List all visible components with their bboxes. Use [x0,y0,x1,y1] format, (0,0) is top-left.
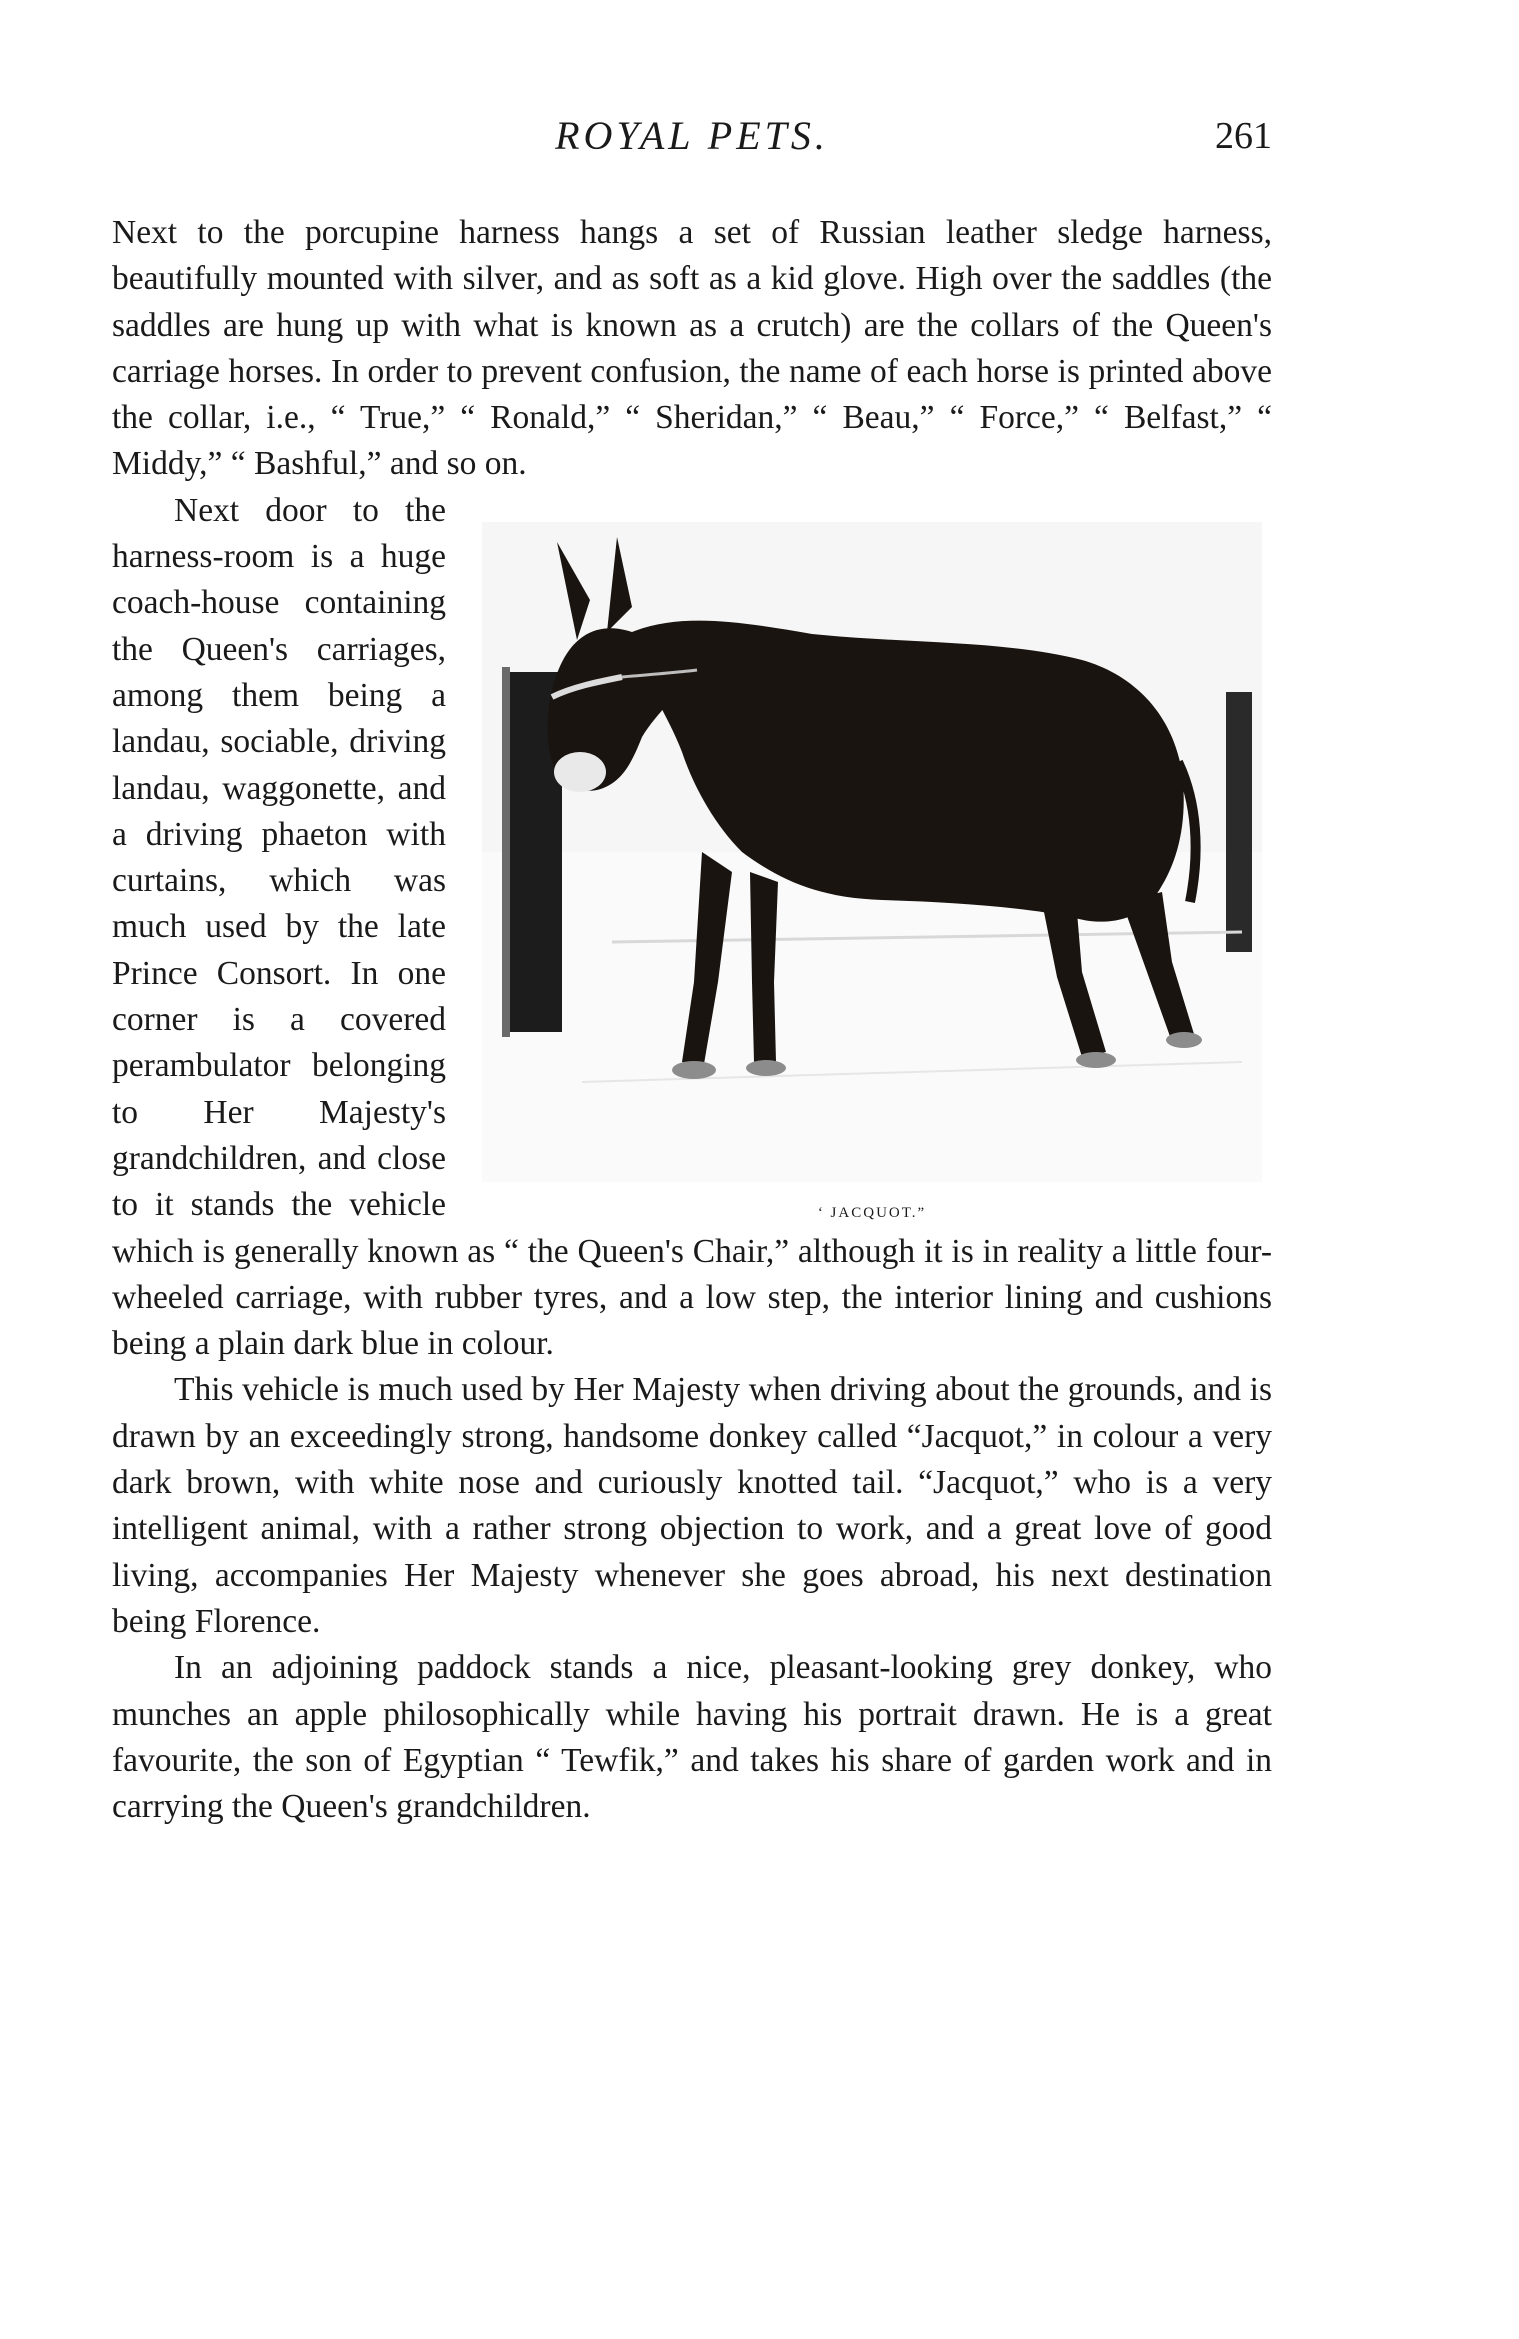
donkey-figure [472,494,1272,1228]
paragraph-grey-donkey: In an adjoining paddock stands a nice, pleasant-looking grey donkey, who munches an apple philosophically while having his portrait drawn. He is a great favourite, the son of Egyptian “ Tewfik,” and takes his share of garden work and in carrying the Queen's grandchildren. [112,1649,1272,1826]
figure-caption: ‘ JACQUOT.” [817,1204,927,1221]
paragraph-harness: Next to the porcupine harness hangs a set of Russian leather sledge harness, beautifully mounted with silver, and as soft as a kid glove. High over the saddles (the saddles are hung up with what is known as a crutch) are the collars of the Queen's carriage horses. In order to prevent confusion, the name of each horse is printed above the collar, i.e., “ True,” “ Ronald,” “ Sheridan,” “ Beau,” “ Force,” “ Belfast,” “ Middy,” “ Bashful,” and so on. [112,214,1272,483]
page-number: 261 [1215,115,1272,157]
donkey-illustration [482,522,1262,1182]
body-text [112,210,1272,1830]
donkey-photo [482,522,1262,1182]
paragraph-jacquot: This vehicle is much used by Her Majesty when driving about the grounds, and is drawn by an exceedingly strong, handsome donkey called “Jacquot,” in colour a very dark brown, with white nose and curiously knotted tail. “Jacquot,” who is a very intelligent animal, with a rather strong objection to work, and a great love of good living, accompanies Her Majesty whenever she goes abroad, his next destination being Florence. [112,1371,1272,1640]
paragraph-coach-house: Next door to the harness-room is a huge coach-house containing the Queen's carriages, among them being a landau, sociable, driving landau, waggonette, and a driving phaeton with curtains, which was much used by the late Prince Consort. In one corner is a covered perambulator belonging to Her Majesty's grandchildren, and close to it stands the vehicle which is generally known as “ the Queen's Chair,” although it is in reality a little four-wheeled carriage, with rubber tyres, and a low step, the interior lining and cushions being a plain dark blue in colour. [112,491,1272,1363]
running-title: ROYAL PETS. [555,113,829,158]
page-header [112,112,1272,162]
